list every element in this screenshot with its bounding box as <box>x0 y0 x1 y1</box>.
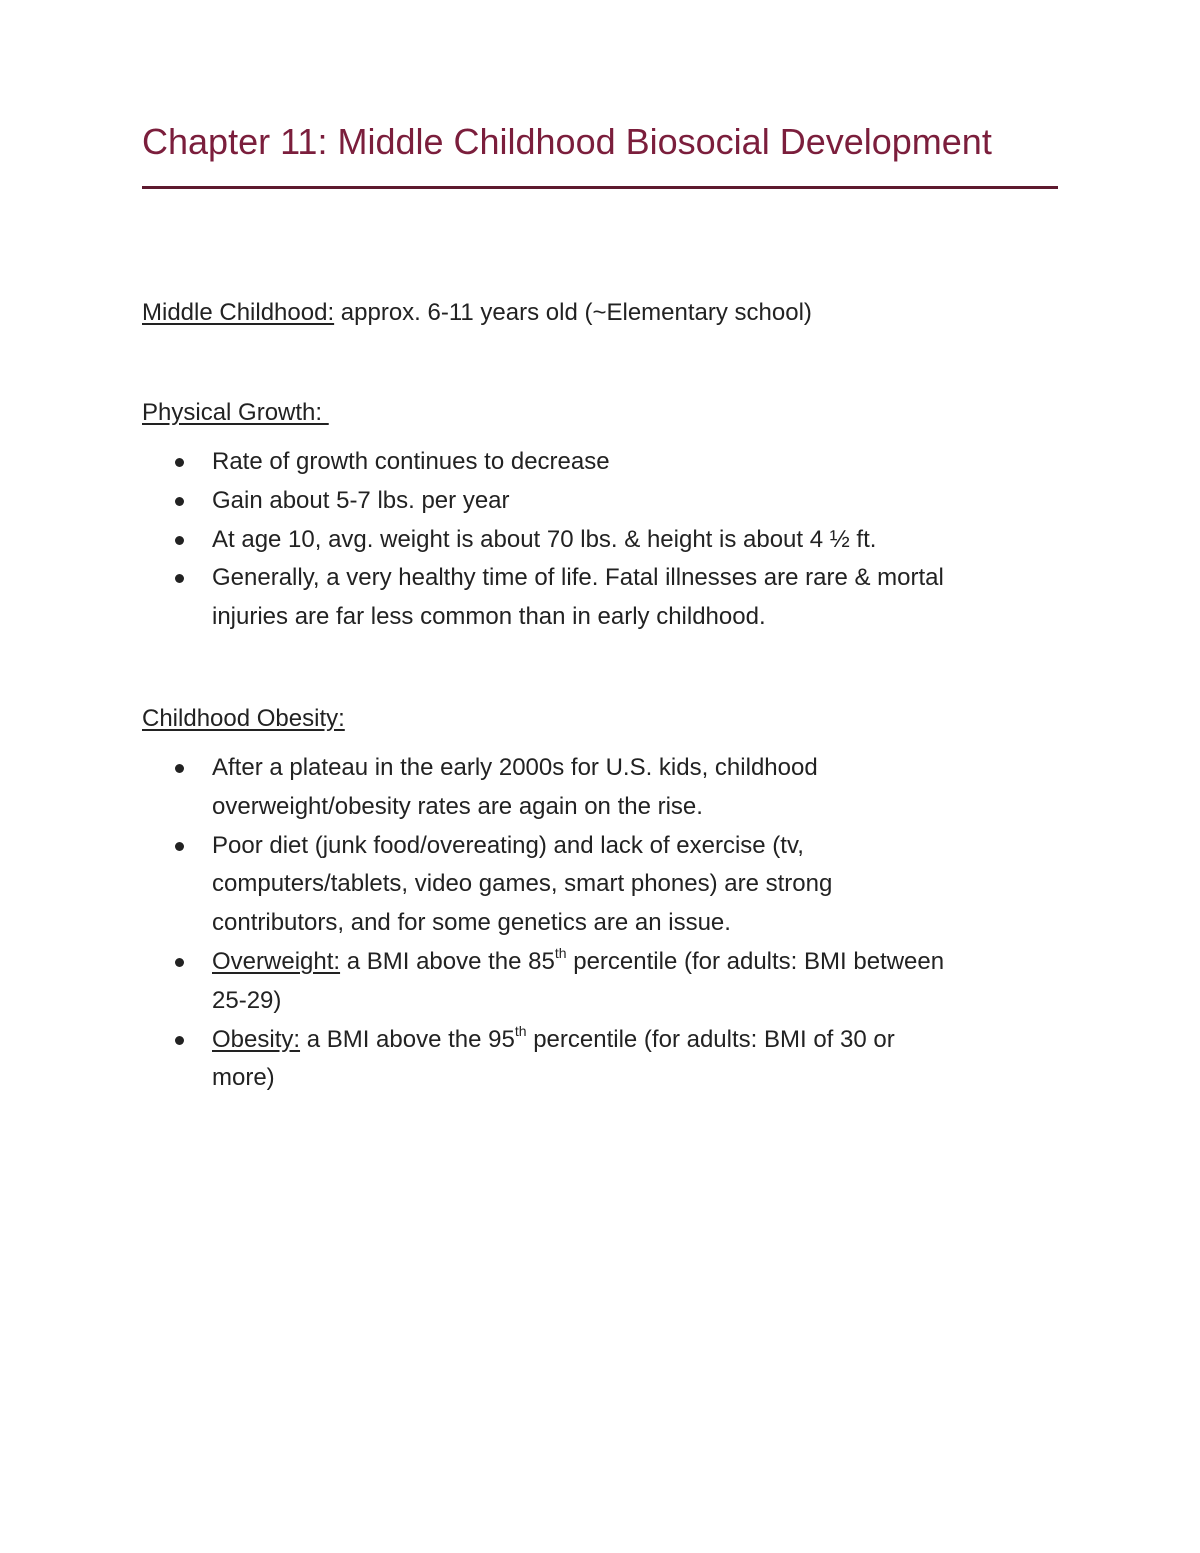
obesity-definition <box>142 1021 1062 1099</box>
bullet-icon <box>175 1036 184 1045</box>
list-item-text: Generally, a very healthy time of life. Fatal illnesses are rare & mortal <box>212 564 944 592</box>
title-underline-rule <box>142 186 1058 189</box>
list-item-text: computers/tablets, video games, smart phones) are strong <box>212 870 833 898</box>
overweight-text: a BMI above the 85 <box>340 947 555 975</box>
list-item-text: Gain about 5-7 lbs. per year <box>212 486 510 514</box>
list-item <box>142 482 1062 521</box>
bullet-icon <box>175 574 184 583</box>
overweight-definition <box>142 943 1062 1021</box>
list-item <box>142 827 1062 943</box>
bullet-icon <box>175 958 184 967</box>
list-item-text: Poor diet (junk food/overeating) and lack of exercise (tv, <box>212 831 804 859</box>
list-item-text: Rate of growth continues to decrease <box>212 448 610 475</box>
bullet-icon <box>175 764 184 773</box>
bullet-icon <box>175 842 184 851</box>
bullet-icon <box>175 458 184 467</box>
obesity-text: a BMI above the 95 <box>300 1025 515 1053</box>
obesity-term: Obesity: <box>212 1025 301 1053</box>
obesity-text: percentile (for adults: BMI of 30 or <box>526 1025 895 1053</box>
list-item <box>142 749 1062 827</box>
list-item <box>142 521 1062 560</box>
middle-childhood-definition <box>142 298 812 328</box>
overweight-superscript: th <box>554 944 567 961</box>
childhood-obesity-list <box>142 749 1062 1098</box>
list-item-text: overweight/obesity rates are again on the rise. <box>212 792 703 820</box>
obesity-text: more) <box>212 1064 275 1092</box>
page-title: Chapter 11: Middle Childhood Biosocial Development <box>142 121 992 162</box>
obesity-superscript: th <box>514 1022 527 1039</box>
bullet-icon <box>175 536 184 545</box>
overweight-text: 25-29) <box>212 986 282 1014</box>
physical-growth-heading-text: Physical Growth: <box>142 399 329 426</box>
list-item-text: injuries are far less common than in early childhood. <box>212 603 766 631</box>
middle-childhood-text: approx. 6-11 years old (~Elementary school) <box>334 299 812 326</box>
overweight-text: percentile (for adults: BMI between <box>566 947 945 975</box>
overweight-term: Overweight: <box>212 947 341 975</box>
list-item <box>142 559 1062 637</box>
physical-growth-heading <box>142 398 329 428</box>
list-item-text: After a plateau in the early 2000s for U.S. kids, childhood <box>212 754 818 781</box>
list-item <box>142 443 1062 482</box>
childhood-obesity-heading-text: Childhood Obesity: <box>142 705 345 732</box>
physical-growth-list <box>142 443 1062 637</box>
bullet-icon <box>175 497 184 506</box>
list-item-text: contributors, and for some genetics are an issue. <box>212 909 731 937</box>
list-item-text: At age 10, avg. weight is about 70 lbs. & height is about 4 ½ ft. <box>212 525 877 553</box>
childhood-obesity-heading <box>142 704 345 734</box>
middle-childhood-label: Middle Childhood: <box>142 299 335 326</box>
